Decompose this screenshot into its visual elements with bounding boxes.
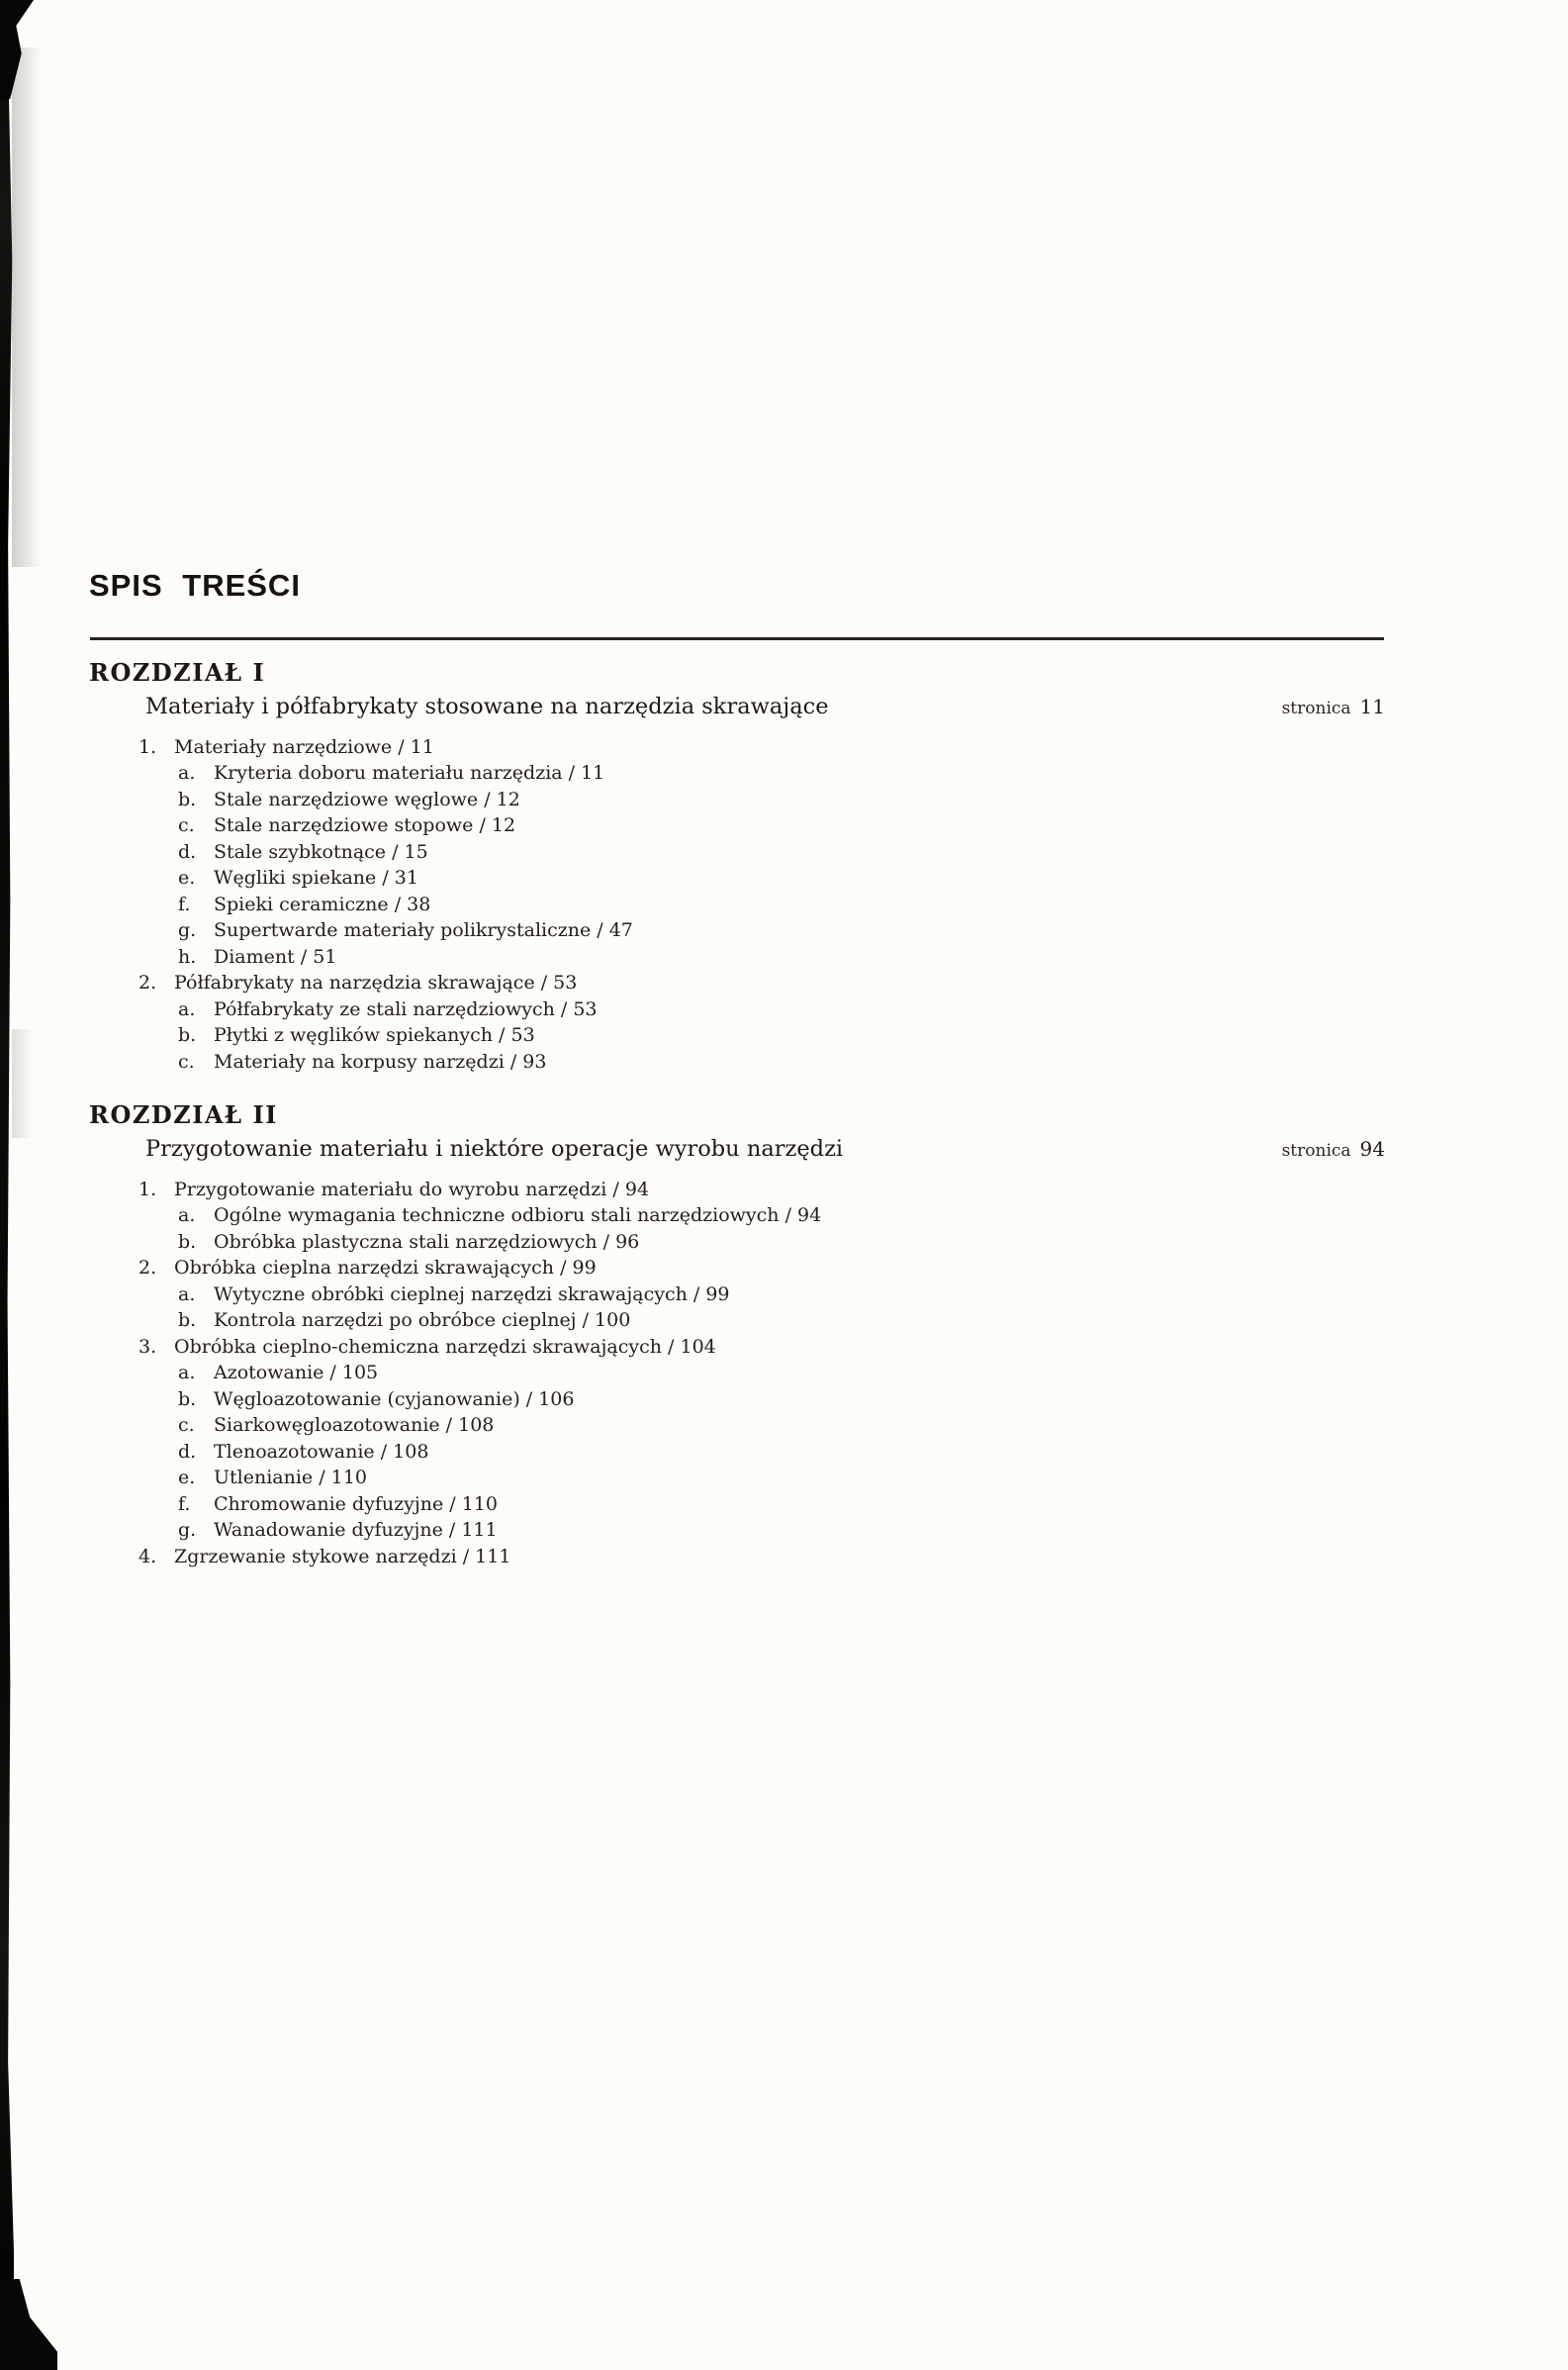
chapter-page-ref <box>1258 695 1385 718</box>
title-divider <box>90 637 1384 640</box>
entry-marker: a. <box>178 762 196 785</box>
toc-entry <box>89 865 1385 892</box>
toc-entry <box>89 1491 1385 1518</box>
entry-marker: 4. <box>138 1545 157 1567</box>
toc-content <box>89 570 1385 1569</box>
toc-entry <box>89 1229 1385 1256</box>
toc-entry <box>89 1022 1385 1049</box>
entry-text: Siarkowęgloazotowanie / 108 <box>214 1414 495 1437</box>
toc-entry <box>89 812 1385 839</box>
entry-marker: a. <box>178 997 196 1020</box>
entry-text: Diament / 51 <box>214 945 337 968</box>
entry-text: Obróbka cieplno-chemiczna narzędzi skrawających / 104 <box>174 1335 716 1358</box>
toc-entry <box>89 1360 1385 1386</box>
page-title: SPIS TREŚCI <box>89 568 301 603</box>
toc-entry <box>89 1412 1385 1439</box>
entry-text: Węgliki spiekane / 31 <box>214 867 418 890</box>
toc-entry <box>89 996 1385 1023</box>
entry-marker: 2. <box>138 1257 157 1280</box>
entry-marker: b. <box>178 1387 197 1410</box>
page-ref-label: stronica <box>1281 698 1351 718</box>
entry-marker: g. <box>178 919 197 942</box>
entry-marker: d. <box>178 1440 197 1463</box>
entry-marker: c. <box>178 814 195 837</box>
entry-marker: g. <box>178 1519 197 1542</box>
toc-entry <box>89 1202 1385 1229</box>
entry-marker: f. <box>178 893 191 915</box>
toc-entry <box>89 1439 1385 1466</box>
toc-entries <box>89 734 1385 1076</box>
entry-text: Półfabrykaty na narzędzia skrawające / 53 <box>174 972 578 995</box>
chapter-title-row <box>89 694 1385 719</box>
entry-marker: c. <box>178 1050 195 1073</box>
entry-marker: b. <box>178 1230 197 1253</box>
entry-text: Tlenoazotowanie / 108 <box>214 1440 429 1463</box>
entry-marker: a. <box>178 1362 196 1384</box>
entry-text: Chromowanie dyfuzyjne / 110 <box>214 1492 498 1515</box>
toc-entries <box>89 1177 1385 1570</box>
scan-edge-shadow-mid <box>12 1029 34 1138</box>
chapter-title: Przygotowanie materiału i niektóre operacje wyrobu narzędzi <box>145 1135 844 1162</box>
entry-text: Stale narzędziowe stopowe / 12 <box>214 814 516 837</box>
toc-entry <box>89 734 1385 761</box>
entry-marker: a. <box>178 1204 196 1227</box>
entry-text: Obróbka cieplna narzędzi skrawających / 99 <box>174 1257 597 1280</box>
entry-text: Obróbka plastyczna stali narzędziowych / 96 <box>214 1230 640 1253</box>
toc-entry <box>89 970 1385 996</box>
entry-marker: a. <box>178 1282 196 1305</box>
toc-entry <box>89 1465 1385 1491</box>
page-ref-number: 11 <box>1359 694 1385 718</box>
entry-text: Kontrola narzędzi po obróbce cieplnej / 100 <box>214 1309 631 1332</box>
entry-text: Zgrzewanie stykowe narzędzi / 111 <box>174 1545 511 1567</box>
toc-entry <box>89 1177 1385 1203</box>
toc-entry <box>89 1281 1385 1308</box>
entry-text: Wanadowanie dyfuzyjne / 111 <box>214 1519 498 1542</box>
entry-text: Płytki z węglików spiekanych / 53 <box>214 1024 535 1047</box>
toc-entry <box>89 787 1385 813</box>
entry-text: Utlenianie / 110 <box>214 1467 367 1489</box>
toc-entry <box>89 1386 1385 1413</box>
entry-text: Półfabrykaty ze stali narzędziowych / 53 <box>214 997 598 1020</box>
entry-marker: f. <box>178 1492 191 1515</box>
entry-text: Kryteria doboru materiału narzędzia / 11 <box>214 762 605 785</box>
entry-marker: 1. <box>138 1178 157 1200</box>
chapters <box>89 659 1385 1569</box>
entry-text: Węgloazotowanie (cyjanowanie) / 106 <box>214 1387 575 1410</box>
entry-text: Stale szybkotnące / 15 <box>214 840 428 863</box>
entry-marker: b. <box>178 1024 197 1047</box>
entry-marker: e. <box>178 1467 196 1489</box>
entry-marker: h. <box>178 945 197 968</box>
entry-text: Materiały na korpusy narzędzi / 93 <box>214 1050 547 1073</box>
toc-entry <box>89 760 1385 787</box>
page-ref-number: 94 <box>1359 1136 1385 1161</box>
entry-text: Supertwarde materiały polikrystaliczne / 47 <box>214 919 633 942</box>
scan-smudge-bottom-left <box>0 2279 57 2370</box>
chapter <box>89 1101 1385 1569</box>
entry-text: Materiały narzędziowe / 11 <box>174 735 434 758</box>
chapter-title: Materiały i półfabrykaty stosowane na narzędzia skrawające <box>145 693 829 719</box>
entry-text: Wytyczne obróbki cieplnej narzędzi skrawających / 99 <box>214 1282 730 1305</box>
toc-entry <box>89 892 1385 918</box>
entry-marker: b. <box>178 1309 197 1332</box>
entry-text: Ogólne wymagania techniczne odbioru stali narzędziowych / 94 <box>214 1204 822 1227</box>
toc-entry <box>89 839 1385 866</box>
entry-marker: 2. <box>138 972 157 995</box>
entry-marker: b. <box>178 788 197 810</box>
chapter-heading: ROZDZIAŁ I <box>89 658 266 687</box>
chapter-page-ref <box>1258 1137 1385 1161</box>
page-ref-label: stronica <box>1281 1140 1351 1161</box>
toc-entry <box>89 917 1385 944</box>
entry-marker: c. <box>178 1414 195 1437</box>
toc-entry <box>89 1307 1385 1334</box>
chapter-title-row <box>89 1136 1385 1162</box>
toc-entry <box>89 1334 1385 1361</box>
entry-text: Przygotowanie materiału do wyrobu narzędzi / 94 <box>174 1178 650 1200</box>
scan-edge-shadow <box>12 47 42 567</box>
entry-text: Stale narzędziowe węglowe / 12 <box>214 788 520 810</box>
chapter-heading: ROZDZIAŁ II <box>89 1100 278 1130</box>
entry-marker: d. <box>178 840 197 863</box>
toc-entry <box>89 1544 1385 1570</box>
toc-entry <box>89 1255 1385 1281</box>
toc-entry <box>89 1517 1385 1544</box>
entry-text: Spieki ceramiczne / 38 <box>214 893 431 915</box>
entry-text: Azotowanie / 105 <box>214 1362 379 1384</box>
entry-marker: 3. <box>138 1335 157 1358</box>
chapter <box>89 659 1385 1075</box>
toc-entry <box>89 944 1385 971</box>
toc-entry <box>89 1049 1385 1076</box>
entry-marker: 1. <box>138 735 157 758</box>
entry-marker: e. <box>178 867 196 890</box>
